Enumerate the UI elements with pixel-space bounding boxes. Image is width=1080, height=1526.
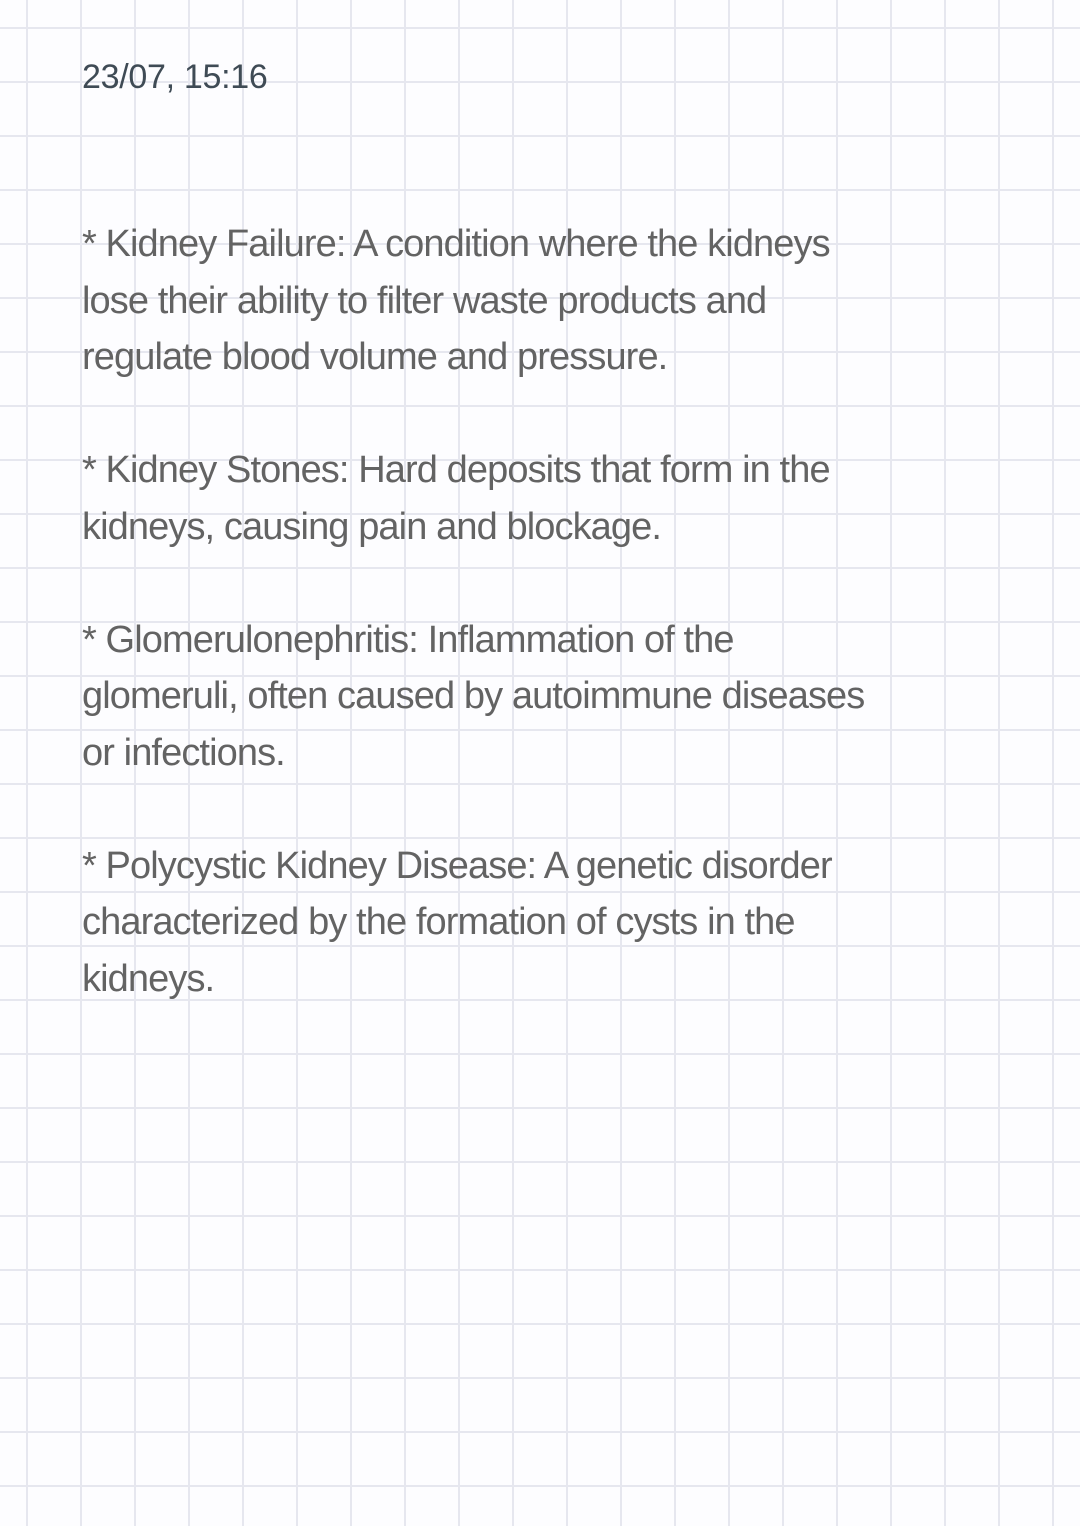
note-timestamp: 23/07, 15:16 xyxy=(82,58,268,96)
note-paragraph-kidney-failure xyxy=(82,216,864,386)
note-paragraph-polycystic-kidney-disease xyxy=(82,838,864,1008)
note-line: regulate blood volume and pressure. xyxy=(82,336,668,378)
note-line: lose their ability to filter waste products and xyxy=(82,279,767,322)
note-paragraph-kidney-stones xyxy=(82,442,864,555)
note-line: * Kidney Failure: A condition where the kidneys xyxy=(82,223,830,265)
note-body[interactable] xyxy=(82,216,864,1064)
note-line: glomeruli, often caused by autoimmune diseases xyxy=(82,675,865,717)
note-line: * Glomerulonephritis: Inflammation of the xyxy=(82,618,734,661)
note-line: kidneys. xyxy=(82,957,215,1000)
note-line: kidneys, causing pain and blockage. xyxy=(82,505,662,548)
note-line: * Polycystic Kidney Disease: A genetic disorder xyxy=(82,844,832,887)
note-line: characterized by the formation of cysts in the xyxy=(82,901,795,943)
note-line: * Kidney Stones: Hard deposits that form in the xyxy=(82,449,830,491)
note-paragraph-glomerulonephritis xyxy=(82,612,864,782)
note-line: or infections. xyxy=(82,731,285,774)
